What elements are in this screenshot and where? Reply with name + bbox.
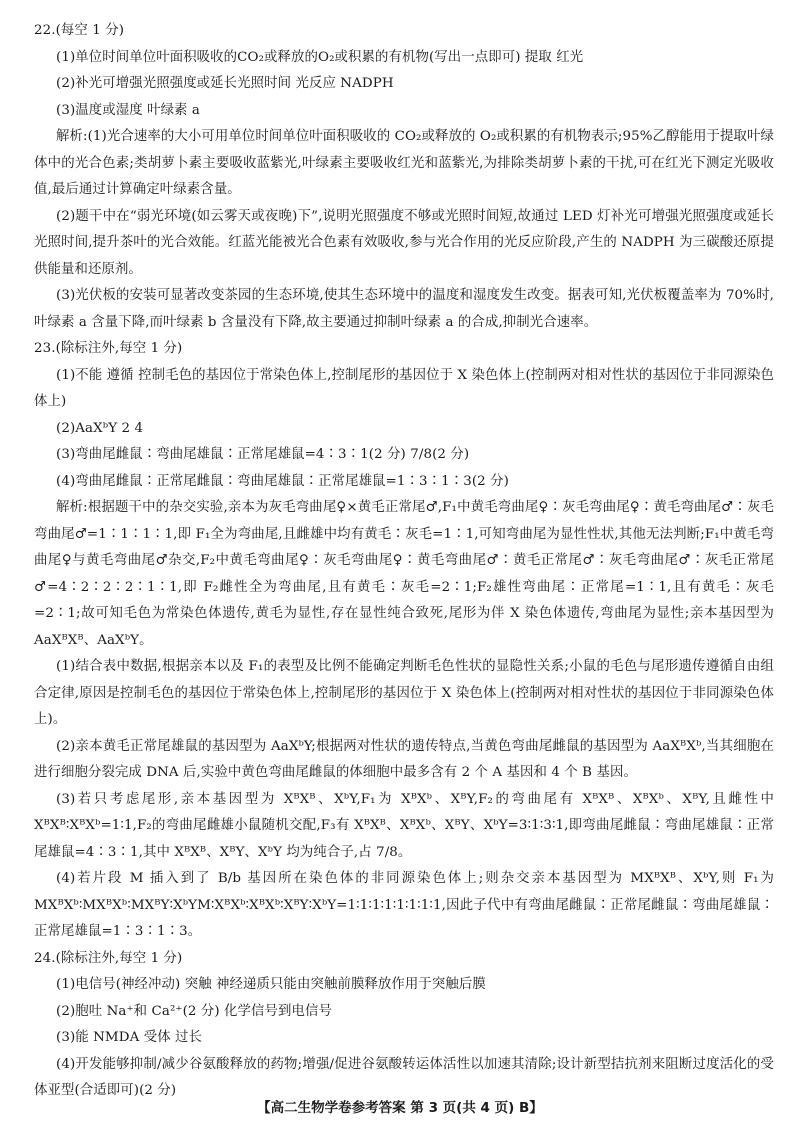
question-23 [34, 336, 774, 946]
page-content [34, 18, 774, 1105]
q24-answer-1: (1)电信号(神经冲动) 突触 神经递质只能由突触前膜释放作用于突触后膜 [56, 977, 486, 992]
q22-explanation-3: (3)光伏板的安装可显著改变茶园的生态环境,使其生态环境中的温度和湿度发生改变。据表可知,光伏板覆盖率为 70%时,叶绿素 a 含量下降,而叶绿素 b 含量没有下降,故主要通过抑制叶绿素 a 的合成,抑制光合速率。 [34, 288, 774, 330]
q23-explanation-1: (1)结合表中数据,根据亲本以及 F₁的表型及比例不能确定判断毛色性状的显隐性关系;小鼠的毛色与尾形遗传遵循自由组合定律,原因是控制毛色的基因位于常染色体上,控制尾形的基因位于 X 染色体上(控制两对相对性状的基因位于非同源染色体上)。 [34, 659, 774, 727]
q22-answer-2: (2)补光可增强光照强度或延长光照时间 光反应 NADPH [56, 76, 394, 91]
q23-explanation-2: (2)亲本黄毛正常尾雄鼠的基因型为 AaXᵇY;根据两对性状的遗传特点,当黄色弯曲尾雌鼠的基因型为 AaXᴮXᵇ,当其细胞在进行细胞分裂完成 DNA 后,实验中黄色弯曲尾雌鼠的体细胞中最多含有 2 个 A 基因和 4 个 B 基因。 [34, 738, 774, 780]
q24-answer-4: (4)开发能够抑制/减少谷氨酸释放的药物;增强/促进谷氨酸转运体活性以加速其清除;设计新型拮抗剂来阻断过度活化的受体亚型(合适即可)(2 分) [34, 1056, 774, 1098]
q24-answer-2: (2)胞吐 Na⁺和 Ca²⁺(2 分) 化学信号到电信号 [56, 1003, 332, 1019]
q23-answer-1: (1)不能 遵循 控制毛色的基因位于常染色体上,控制尾形的基因位于 X 染色体上(控制两对相对性状的基因位于非同源染色体上) [34, 367, 774, 409]
q23-answer-4: (4)弯曲尾雌鼠∶正常尾雌鼠∶弯曲尾雄鼠∶正常尾雄鼠=1∶3∶1∶3(2 分) [56, 473, 509, 489]
q22-explanation-1: 解析:(1)光合速率的大小可用单位时间单位叶面积吸收的 CO₂或释放的 O₂或积累的有机物表示;95%乙醇能用于提取叶绿体中的光合色素;类胡萝卜素主要吸收蓝紫光,叶绿素主要吸收红光和蓝紫光,为排除类胡萝卜素的干扰,可在红光下测定光吸收值,最后通过计算确定叶绿素含量。 [34, 129, 774, 197]
question-23-heading: 23.(除标注外,每空 1 分) [34, 341, 183, 356]
question-24-heading: 24.(除标注外,每空 1 分) [34, 950, 183, 966]
q23-explanation-3: (3)若只考虑尾形,亲本基因型为 XᴮXᴮ、XᵇY,F₁为 XᴮXᵇ、XᴮY,F₂的弯曲尾有 XᴮXᴮ、XᴮXᵇ、XᴮY,且雌性中 XᴮXᴮ∶XᴮXᵇ=1∶1,F₂的弯曲尾雌雄小鼠随机交配,F₃有 XᴮXᴮ、XᴮXᵇ、XᴮY、XᵇY=3∶1∶3∶1,即弯曲尾雌鼠∶弯曲尾雄鼠∶正常尾雄鼠=4∶3∶1,其中 XᴮXᴮ、XᴮY、XᵇY 均为纯合子,占 7/8。 [34, 791, 774, 860]
footer-page-number: 第 3 页(共 4 页) [410, 1100, 515, 1116]
q22-answer-1: (1)单位时间单位叶面积吸收的CO₂或释放的O₂或积累的有机物(写出一点即可) 提取 红光 [56, 49, 584, 65]
question-22 [34, 18, 774, 336]
q22-explanation-2: (2)题干中在“弱光环境(如云雾天或夜晚)下”,说明光照强度不够或光照时间短,故通过 LED 灯补光可增强光照强度或延长光照时间,提升茶叶的光合效能。红蓝光能被光合色素有效吸收,参与光合作用的光反应阶段,产生的 NADPH 为三碳酸还原提供能量和还原剂。 [34, 208, 774, 277]
q23-answer-3: (3)弯曲尾雌鼠∶弯曲尾雄鼠∶正常尾雄鼠=4∶3∶1(2 分) 7/8(2 分) [56, 447, 470, 462]
page-footer [0, 1096, 800, 1116]
question-24 [34, 946, 774, 1105]
q24-answer-3: (3)能 NMDA 受体 过长 [56, 1030, 203, 1045]
footer-version: B】 [519, 1100, 543, 1116]
q23-explanation-4: (4)若片段 M 插入到了 B/b 基因所在染色体的非同源染色体上;则杂交亲本基因型为 MXᴮXᴮ、XᵇY,则 F₁为 MXᴮXᵇ∶MXᴮXᵇ∶MXᴮY∶XᵇYM∶XᴮXᵇ∶XᴮXᵇ∶XᴮY∶XᵇY=1∶1∶1∶1∶1∶1∶1∶1,因此子代中有弯曲尾雌鼠∶正常尾雌鼠∶弯曲尾雄鼠∶正常尾雄鼠=1∶3∶1∶3。 [34, 871, 774, 939]
question-22-heading: 22.(每空 1 分) [34, 23, 125, 38]
q23-explanation-intro: 解析:根据题干中的杂交实验,亲本为灰毛弯曲尾♀×黄毛正常尾♂,F₁中黄毛弯曲尾♀∶灰毛弯曲尾♀∶黄毛弯曲尾♂∶灰毛弯曲尾♂=1∶1∶1∶1,即 F₁全为弯曲尾,且雌雄中均有黄毛∶灰毛=1∶1,可知弯曲尾为显性性状,其他无法判断;F₁中黄毛弯曲尾♀与黄毛弯曲尾♂杂交,F₂中黄毛弯曲尾♀∶灰毛弯曲尾♀∶黄毛弯曲尾♂∶黄毛正常尾♂∶灰毛弯曲尾♂∶灰毛正常尾♂=4∶2∶2∶2∶1∶1,即 F₂雌性全为弯曲尾,且有黄毛∶灰毛=2∶1;F₂雄性弯曲尾∶正常尾=1∶1,且有黄毛∶灰毛=2∶1;故可知毛色为常染色体遗传,黄毛为显性,存在显性纯合致死,尾形为伴 X 染色体遗传,弯曲尾为显性;亲本基因型为 AaXᴮXᴮ、AaXᵇY。 [34, 500, 774, 648]
q23-answer-2: (2)AaXᵇY 2 4 [56, 420, 144, 436]
q22-answer-3: (3)温度或湿度 叶绿素 a [56, 102, 200, 118]
footer-title: 【高二生物学卷参考答案 [257, 1100, 406, 1116]
